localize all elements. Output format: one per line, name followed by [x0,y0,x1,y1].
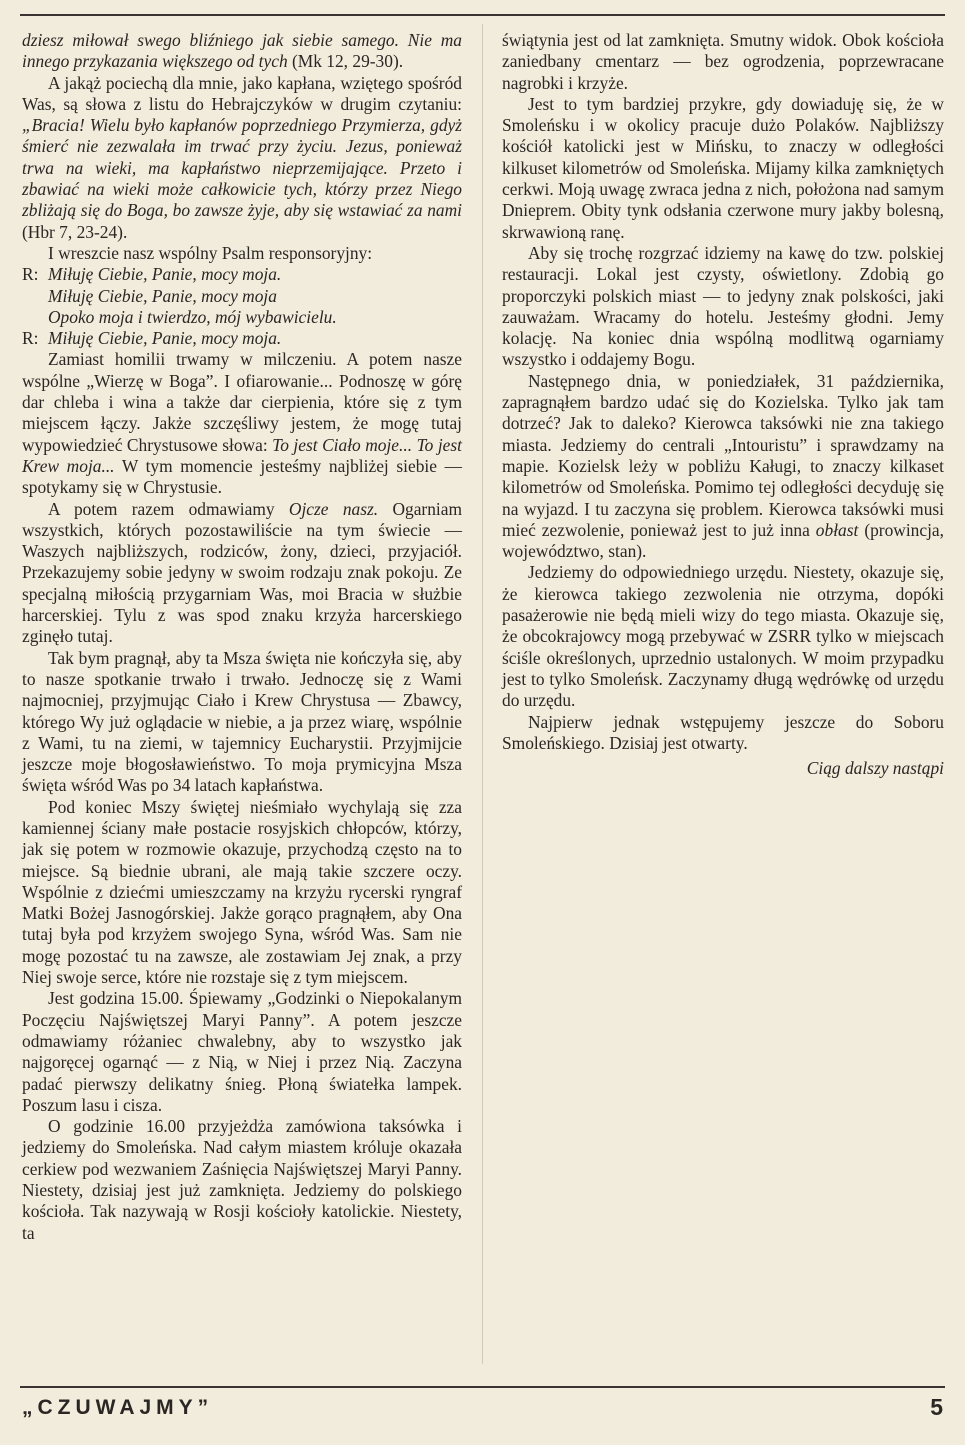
italic-text: „Bracia! Wielu było kapłanów poprzedniego Przymierza, gdyż śmierć nie zezwalała im trwać przy życiu. Jezus, ponieważ trwa na wieki, ma kapłaństwo nieprzemijające. Przeto i zbawiać na wieki może całkowicie tych, którzy przez Niego zbliżają się do Boga, bo zawsze żyje, aby się wstawiać za nami [22,115,462,221]
text-run: Następnego dnia, w poniedziałek, 31 października, zapragnąłem bardzo udać się do Kozielska. Tylko jak tam dotrzeć? Jak to daleko? Kierowca taksówki nie zna takiego miasta. Jedziemy do centrali „Intouristu” i sprawdzamy na mapie. Kozielsk leży w pobliżu Kaługi, to znaczy kilkaset kilometrów od Smoleńska. Pomimo tej odległości decyduję się na wyjazd. I tu zaczyna się problem. Kierowca taksówki musi mieć zezwolenie, ponieważ jest to już inna [502,370,944,540]
article-paragraph [502,712,944,755]
verse-label: R: [22,264,39,285]
text-run: Jest to tym bardziej przykre, gdy dowiaduję się, że w Smoleńsku i w okolicy pracuje dużo Polaków. Najbliższy kościół katolicki jest w Mińsku, to znaczy w odległości kilkuset kilometrów od Smoleńska. Mijamy kilka zamkniętych cerkwi. Moją uwagę zwraca jedna z nich, położona nad samym Dnieprem. Obity tynk odsłania czerwone mury jakby bolesną, skrwawioną ranę. [502,93,944,242]
article-paragraph [22,243,462,264]
article-paragraph [22,988,462,1116]
italic-text: To jest Ciało moje... To jest Krew moja... [22,434,462,476]
text-run: Jest godzina 15.00. Śpiewamy „Godzinki o Niepokalanym Poczęciu Najświętszej Maryi Panny”. A potem jeszcze odmawiamy różaniec chwalebny, aby to wszystko jak najgoręcej ogarnąć — z Nią, w Niej i przez Nią. Zaczyna padać pierwszy delikatny śnieg. Płoną światełka lampek. Poszum lasu i cisza. [22,988,462,1115]
text-run: (Hbr 7, 23-24). [22,221,128,242]
continuation-note: Ciąg dalszy nastąpi [806,758,944,779]
text-run: W tym momencie jesteśmy najbliżej siebie — spotykamy się w Chrystusie. [22,455,462,498]
article-paragraph [22,499,462,648]
text-run: A jakąż pociechą dla mnie, jako kapłana, wziętego spośród Was, są słowa z listu do Hebrajczyków w drugim czytaniu: [22,72,462,114]
article-paragraph [502,371,944,563]
article-paragraph [22,30,462,73]
verse-text: Miłuję Ciebie, Panie, mocy moja [48,285,277,306]
article-paragraph [502,94,944,243]
text-run: I wreszcie nasz wspólny Psalm responsoryjny: [48,242,373,263]
italic-text: obłast [815,519,859,540]
page-footer [20,1386,945,1428]
psalm-verse [22,264,462,285]
text-run: O godzinie 16.00 przyjeżdża zamówiona taksówka i jedziemy do Smoleńska. Nad całym miastem króluje okazała cerkiew pod wezwaniem Zaśnięcia Najświętszej Maryi Panny. Niestety, dzisiaj jest już zamknięta. Jedziemy do polskiego kościoła. Tak nazywają w Rosji kościoły katolickie. Niestety, ta [22,1116,462,1243]
psalm-verse [22,328,462,349]
psalm-verse [22,286,462,307]
verse-label [22,286,48,307]
psalm-verse [22,307,462,328]
verse-label [22,307,48,328]
article-paragraph [502,243,944,371]
article-paragraph [22,1116,462,1244]
text-run: Zamiast homilii trwamy w milczeniu. A potem nasze wspólne „Wierzę w Boga”. I ofiarowanie... Podnoszę w górę dar chleba i wina a także dar cierpienia, które się z tym miejscem łączy. Jakże szczęśliwy jestem, że mogę tutaj wypowiedzieć Chrystusowe słowa: [22,349,462,455]
text-run: A potem razem odmawiamy [48,498,289,519]
column-divider [482,24,483,1364]
text-run: Tak bym pragnął, aby ta Msza święta nie kończyła się, aby to nasze spotkanie trwało i trwało. Jednoczę się z Wami najmocniej, przyjmując Ciało i Krew Chrystusa — Zbawcy, którego Wy już oglądacie w niebie, a ja przez wiarę, wspólnie z Wami, tu na ziemi, w tajemnicy Eucharystii. Przyjmijcie jeszcze moje błogosławieństwo. To moja prymicyjna Msza święta wśród Was po 34 latach kapłaństwa. [22,647,462,796]
article-paragraph [22,648,462,797]
top-rule [20,14,945,16]
left-column [22,30,462,1244]
page-number: 5 [930,1394,943,1420]
right-column [502,30,944,779]
text-run: (prowincja, województwo, stan). [502,519,944,562]
verse-text: Opoko moja i twierdzo, mój wybawicielu. [48,306,337,327]
article-paragraph [22,797,462,989]
italic-text: Ojcze nasz. [288,498,379,519]
italic-text: dziesz miłował swego bliźniego jak siebie samego. Nie ma innego przykazania większego od tych [22,30,462,72]
article-paragraph [502,562,944,711]
article-paragraph [22,349,462,498]
text-run: (Mk 12, 29-30). [287,51,404,72]
magazine-title: „CZUWAJMY” [22,1396,214,1419]
verse-text: Miłuję Ciebie, Panie, mocy moja. [48,328,282,349]
text-run: świątynia jest od lat zamknięta. Smutny widok. Obok kościoła zaniedbany cmentarz — bez ogrodzenia, poprzewracane nagrobki i krzyże. [502,30,944,93]
text-run: Ogarniam wszystkich, których pozostawiliście na tym świecie — Waszych najbliższych, rodziców, żony, dzieci, przyjaciół. Przekazujemy sobie jedyny w swoim rodzaju znak pokoju. Ze specjalną miłością przygarniam Was, moi Bracia w służbie harcerskiej. Tylu z was spod znaku krzyża harcerskiego zginęło tutaj. [22,498,462,647]
verse-text: Miłuję Ciebie, Panie, mocy moja. [48,264,282,285]
article-paragraph [502,30,944,94]
text-run: Aby się trochę rozgrzać idziemy na kawę do tzw. polskiej restauracji. Lokal jest czysty, oświetlony. Zdobią go proporczyki polskich miast — to jedyny znak polskości, jaki zauważam. Wracamy do hotelu. Jesteśmy głodni. Jemy kolację. Na koniec dnia wspólną modlitwą ogarniamy wszystko i oddajemy Bogu. [502,242,944,370]
article-paragraph [22,73,462,243]
text-run: Jedziemy do odpowiedniego urzędu. Niestety, okazuje się, że kierowca takiego zezwolenia nie otrzyma, dopóki pasażerowie nie będą mieli wizy do tego miasta. Okazuje się, że obcokrajowcy mogą przebywać w ZSRR tylko w miejscach ściśle określonych, uprzednio ustalonych. W moim przypadku jest to tylko Smoleńsk. Zaczynamy długą wędrówkę od urzędu do urzędu. [502,562,944,711]
text-run: Najpierw jednak wstępujemy jeszcze do Soboru Smoleńskiego. Dzisiaj jest otwarty. [502,711,944,753]
text-run: Pod koniec Mszy świętej nieśmiało wychylają się zza kamiennej ściany małe postacie rosyjskich chłopców, którzy, jak się potem w rozmowie okazuje, przychodzą często na to miejsce. Są biednie ubrani, ale mają takie szczere oczy. Wspólnie z dziećmi umieszczamy na krzyżu rycerski ryngraf Matki Bożej Jasnogórskiej. Jakże gorąco pragnąłem, aby Ona tutaj była pod krzyżem swojego Syna, wśród Was. Sam nie mogę pozostać tu na zawsze, ale zostawiam Jej znak, a przy Niej swoje serce, które nie rozstaje się z tym miejscem. [22,796,462,988]
verse-label: R: [22,328,39,349]
